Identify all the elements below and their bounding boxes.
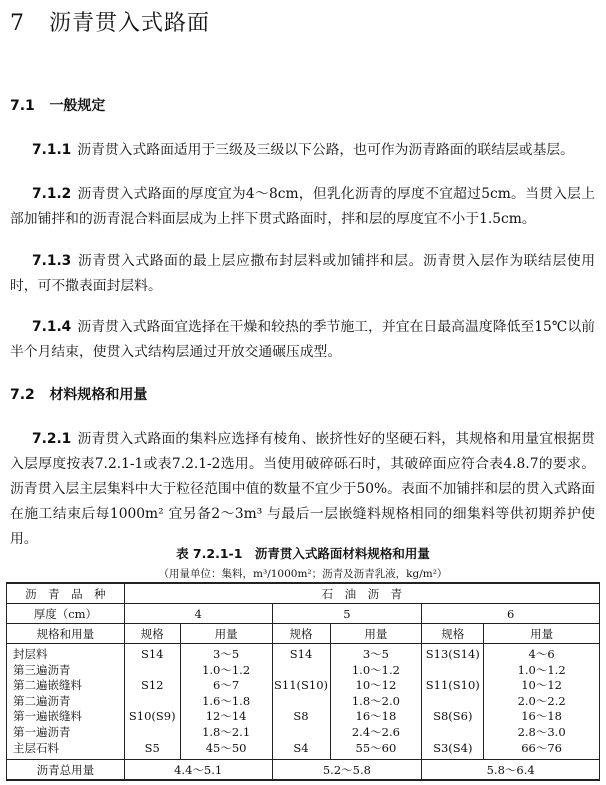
kind-value: 石 油 沥 青 [124, 583, 599, 604]
clause-number: 7.2.1 [32, 431, 72, 447]
table-unit-note: （用量单位：集料，m³/1000m²；沥青及沥青乳液，kg/m²） [158, 568, 448, 580]
section-heading-7-1 [10, 95, 105, 115]
table-row [7, 604, 600, 624]
thickness-4: 4 [124, 604, 272, 624]
usage-values-6: 4～6 1.0～1.2 10～12 2.0～2.2 16～18 2.8～3.0 66～76 [484, 644, 600, 760]
spec-values-5: S14 S11(S10) S8 S4 [272, 644, 330, 760]
section-number: 7.2 [10, 387, 35, 403]
spec-header: 规格 [422, 624, 484, 644]
spec-values-4: S14 S12 S10(S9) S5 [124, 644, 180, 760]
clause-text: 沥青贯入式路面宜选择在干燥和较热的季节施工，并宜在日最高温度降低至15℃以前半个月结束，使贯入式结构层通过开放交通碾压成型。 [10, 319, 595, 360]
usage-header: 用量 [180, 624, 272, 644]
usage-values-5: 3～5 1.0～1.2 10～12 1.8～2.0 16～18 2.4～2.6 55～60 [330, 644, 422, 760]
table-row [7, 644, 600, 760]
section-title: 一般规定 [49, 98, 106, 114]
spec-usage-label: 规格和用量 [7, 624, 125, 644]
kind-label: 沥 青 品 种 [7, 583, 125, 604]
clause-text: 沥青贯入式路面的厚度宜为4～8cm，但乳化沥青的厚度不宜超过5cm。当贯入层上部加铺拌和的沥青混合料面层成为上拌下贯式路面时，拌和层的厚度宜不小于1.5cm。 [10, 186, 595, 227]
total-label: 沥青总用量 [7, 760, 125, 781]
clause-text: 沥青贯入式路面的最上层应撒布封层料或加铺拌和层。沥青贯入层作为联结层使用时，可不撒表面封层料。 [10, 253, 595, 294]
clause-7-2-1 [10, 427, 595, 552]
clause-number: 7.1.4 [32, 319, 72, 335]
spec-header: 规格 [272, 624, 330, 644]
spec-header: 规格 [124, 624, 180, 644]
section-title: 材料规格和用量 [49, 387, 148, 403]
table-row [7, 624, 600, 644]
clause-text: 沥青贯入式路面的集料应选择有棱角、嵌挤性好的坚硬石料，其规格和用量宜根据贯入层厚度按表7.2.1-1或表7.2.1-2选用。当使用破碎砾石时，其破碎面应符合表4.8.7的要求。沥青贯入层主层集料中大于粒径范围中值的数量不宜少于50%。表面不加铺拌和层的贯入式路面在施工结束后每1000m² 宜另备2～3m³ 与最后一层嵌缝料规格相同的细集料等供初期养护使用。 [10, 431, 595, 547]
material-table [6, 582, 600, 781]
table-row [7, 760, 600, 781]
clause-7-1-2 [10, 182, 595, 232]
clause-number: 7.1.1 [32, 142, 72, 158]
usage-values-4: 3～5 1.0～1.2 6～7 1.6～1.8 12～14 1.8～2.1 45～50 [180, 644, 272, 760]
layer-names: 封层料 第三遍沥青 第二遍嵌缝料 第二遍沥青 第一遍嵌缝料 第一遍沥青 主层石料 [7, 644, 125, 760]
total-5: 5.2～5.8 [272, 760, 422, 781]
table-caption: 表 7.2.1-1 沥青贯入式路面材料规格和用量 [176, 546, 430, 561]
spec-values-6: S13(S14) S11(S10) S8(S6) S3(S4) [422, 644, 484, 760]
clause-7-1-3 [10, 249, 595, 299]
section-heading-7-2 [10, 384, 147, 404]
thickness-6: 6 [422, 604, 600, 624]
chapter-number: 7 [10, 11, 25, 36]
total-4: 4.4～5.1 [124, 760, 272, 781]
table-row [7, 583, 600, 604]
clause-7-1-4 [10, 315, 595, 365]
section-number: 7.1 [10, 98, 35, 114]
chapter-title: 沥青贯入式路面 [48, 11, 210, 36]
chapter-heading [10, 6, 210, 37]
usage-header: 用量 [484, 624, 600, 644]
thickness-label: 厚度（cm） [7, 604, 125, 624]
usage-header: 用量 [330, 624, 422, 644]
clause-7-1-1 [10, 138, 595, 163]
thickness-5: 5 [272, 604, 422, 624]
clause-text: 沥青贯入式路面适用于三级及三级以下公路，也可作为沥青路面的联结层或基层。 [77, 142, 574, 158]
total-6: 5.8～6.4 [422, 760, 600, 781]
clause-number: 7.1.2 [32, 186, 72, 202]
clause-number: 7.1.3 [32, 253, 72, 269]
